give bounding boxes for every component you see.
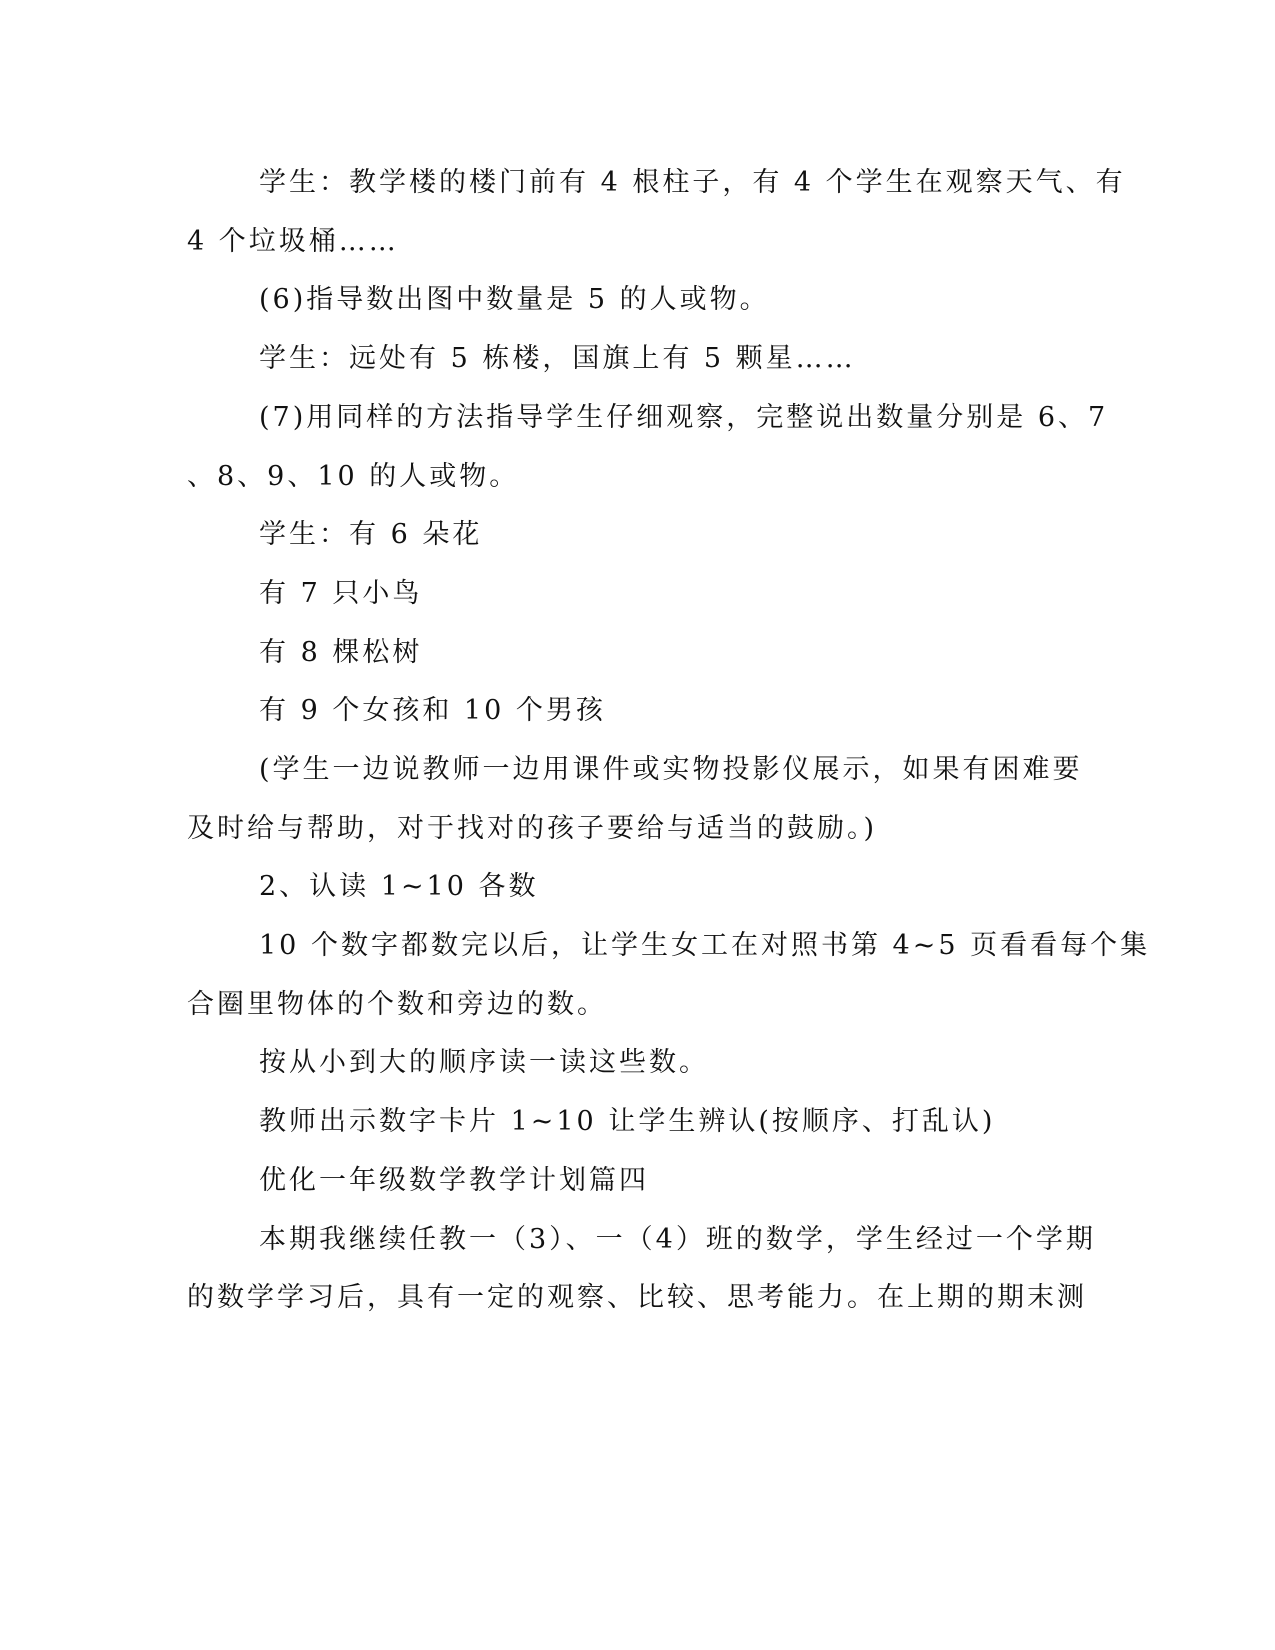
- paragraph-line: 本期我继续任教一（3）、一（4）班的数学，学生经过一个学期: [259, 1224, 1096, 1255]
- paragraph-line: 有 8 棵松树: [259, 637, 423, 668]
- paragraph-line: 的数学学习后，具有一定的观察、比较、思考能力。在上期的期末测: [187, 1282, 1087, 1313]
- paragraph-line: 教师出示数字卡片 1~10 让学生辨认(按顺序、打乱认): [259, 1106, 996, 1137]
- paragraph-line: (学生一边说教师一边用课件或实物投影仪展示，如果有困难要: [259, 754, 1083, 785]
- paragraph-line: 4 个垃圾桶……: [187, 226, 399, 257]
- section-heading: 2、认读 1~10 各数: [259, 871, 539, 902]
- paragraph-line: 学生：有 6 朵花: [259, 519, 483, 550]
- paragraph-line: (7)用同样的方法指导学生仔细观察，完整说出数量分别是 6、7: [259, 402, 1109, 433]
- paragraph-line: (6)指导数出图中数量是 5 的人或物。: [259, 284, 770, 315]
- paragraph-line: 、8、9、10 的人或物。: [187, 461, 520, 492]
- paragraph-line: 学生：远处有 5 栋楼，国旗上有 5 颗星……: [259, 343, 856, 374]
- paragraph-line: 学生：教学楼的楼门前有 4 根柱子，有 4 个学生在观察天气、有: [259, 167, 1126, 198]
- paragraph-line: 合圈里物体的个数和旁边的数。: [187, 989, 607, 1020]
- paragraph-line: 及时给与帮助，对于找对的孩子要给与适当的鼓励。): [187, 813, 878, 844]
- paragraph-line: 有 9 个女孩和 10 个男孩: [259, 695, 606, 726]
- paragraph-line: 按从小到大的顺序读一读这些数。: [259, 1047, 709, 1078]
- section-title: 优化一年级数学教学计划篇四: [259, 1165, 649, 1196]
- paragraph-line: 10 个数字都数完以后，让学生女工在对照书第 4~5 页看看每个集: [259, 930, 1151, 961]
- paragraph-line: 有 7 只小鸟: [259, 578, 423, 609]
